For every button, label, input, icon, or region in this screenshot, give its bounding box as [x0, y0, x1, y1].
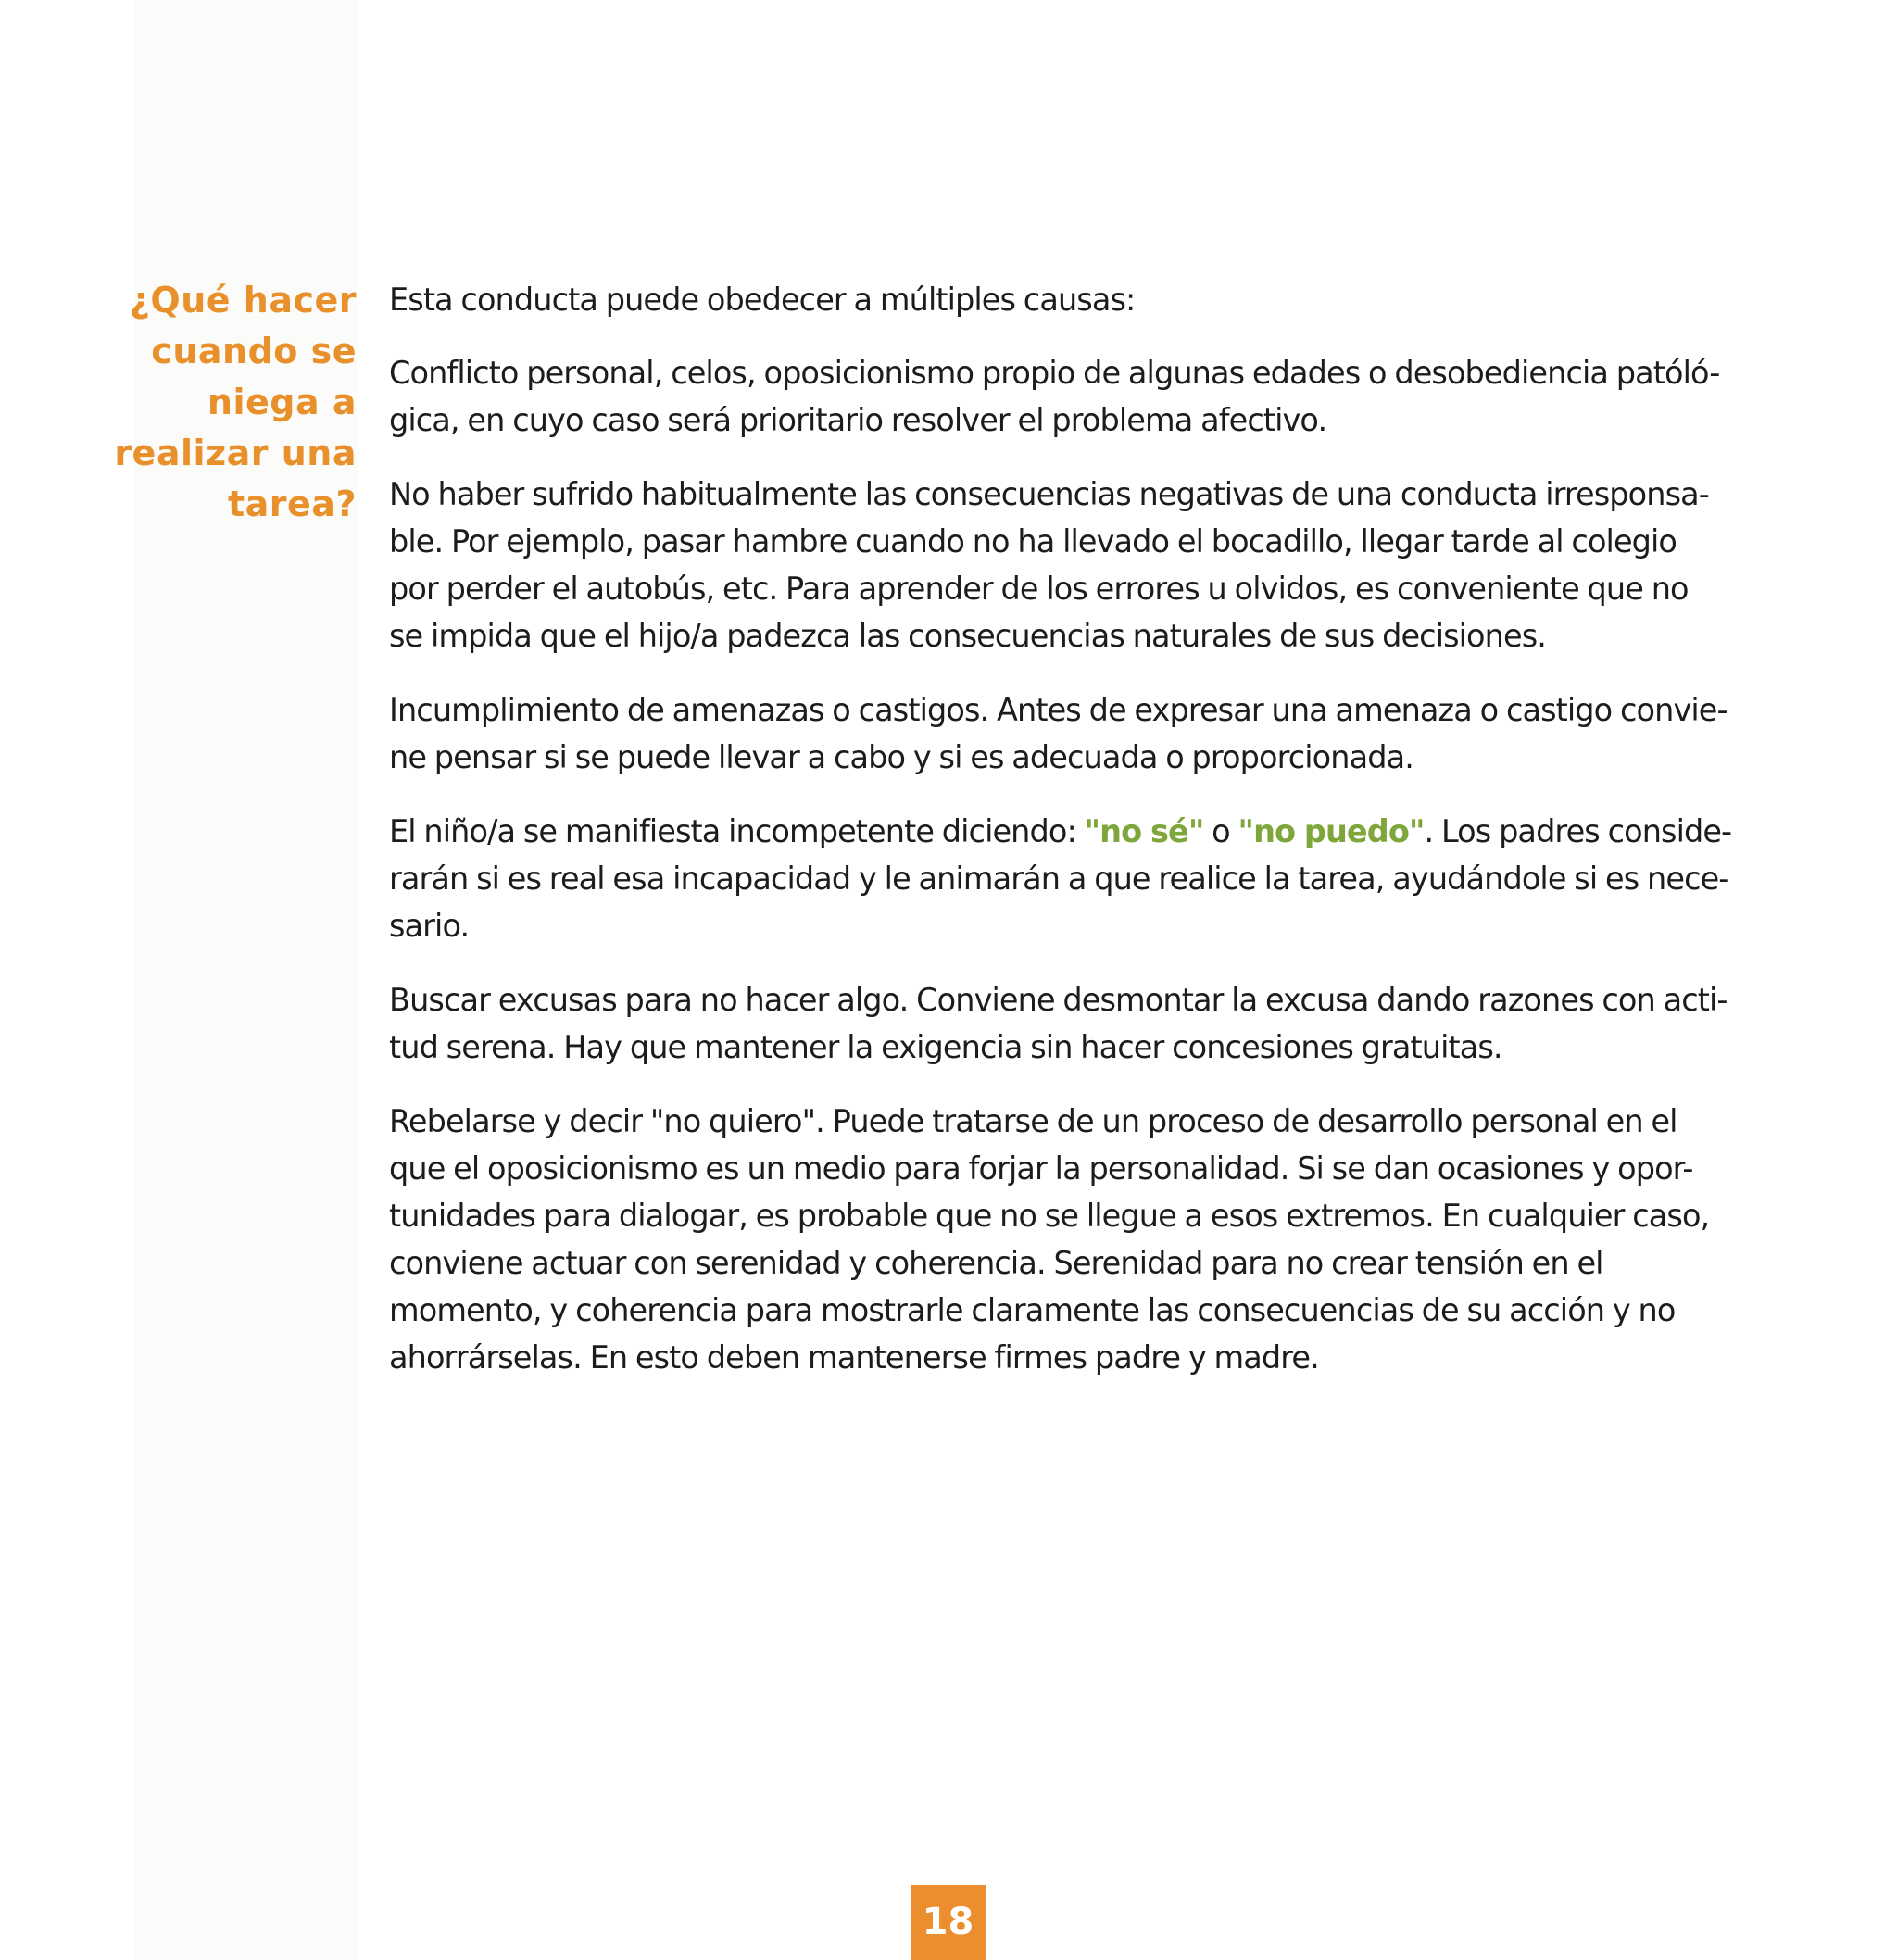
body-text [389, 276, 1737, 1408]
text-line: ble. Por ejemplo, pasar hambre cuando no ha llevado el bocadillo, llegar tarde al colegio [389, 523, 1677, 559]
text-line: Rebelarse y decir "no quiero". Puede tratarse de un proceso de desarrollo personal en el [389, 1103, 1677, 1139]
text-line: Buscar excusas para no hacer algo. Conviene desmontar la excusa dando razones con acti- [389, 982, 1727, 1018]
text-line: ahorrárselas. En esto deben mantenerse firmes padre y madre. [389, 1339, 1319, 1376]
heading-line: tarea? [227, 484, 357, 524]
text-line: gica, en cuyo caso será prioritario resolver el problema afectivo. [389, 402, 1327, 438]
text-line: Conflicto personal, celos, oposicionismo propio de algunas edades o desobediencia patóló- [389, 355, 1720, 391]
paragraph-consequences [389, 471, 1737, 660]
paragraph-incompetence [389, 808, 1737, 949]
text-line: se impida que el hijo/a padezca las consecuencias naturales de sus decisiones. [389, 618, 1547, 654]
paragraph-conflict [389, 349, 1737, 444]
text-line: por perder el autobús, etc. Para aprender de los errores u olvidos, es conveniente que no [389, 571, 1689, 607]
paragraph-rebellion [389, 1098, 1737, 1381]
text-line: momento, y coherencia para mostrarle claramente las consecuencias de su acción y no [389, 1292, 1676, 1328]
text-line: tud serena. Hay que mantener la exigencia sin hacer concesiones gratuitas. [389, 1029, 1502, 1065]
paragraph-threats [389, 686, 1737, 781]
text-line: rarán si es real esa incapacidad y le animarán a que realice la tarea, ayudándole si es nece- [389, 861, 1729, 897]
paragraph-excuses [389, 976, 1737, 1071]
highlight-no-se: "no sé" [1084, 813, 1204, 849]
section-heading [93, 275, 357, 530]
text-line: Incumplimiento de amenazas o castigos. Antes de expresar una amenaza o castigo convie- [389, 692, 1727, 728]
text-line: tunidades para dialogar, es probable que no se llegue a esos extremos. En cualquier caso, [389, 1198, 1710, 1234]
paragraph-intro [389, 276, 1737, 323]
text-line: sario. [389, 908, 470, 944]
text-line: que el oposicionismo es un medio para forjar la personalidad. Si se dan ocasiones y opor- [389, 1150, 1693, 1187]
heading-line: ¿Qué hacer [129, 280, 357, 320]
heading-line: realizar una [114, 433, 357, 473]
highlight-no-puedo: "no puedo" [1237, 813, 1425, 849]
heading-line: niega a [207, 382, 357, 422]
heading-line: cuando se [151, 331, 357, 371]
text-line: ne pensar si se puede llevar a cabo y si es adecuada o proporcionada. [389, 739, 1413, 775]
page-number-badge: 18 [911, 1885, 986, 1960]
text-segment: o [1203, 813, 1238, 849]
text-line: No haber sufrido habitualmente las consecuencias negativas de una conducta irresponsa- [389, 476, 1709, 512]
text-line: Esta conducta puede obedecer a múltiples causas: [389, 282, 1136, 318]
text-line [389, 808, 1737, 855]
text-line: conviene actuar con serenidad y coherencia. Serenidad para no crear tensión en el [389, 1245, 1603, 1281]
text-segment: . Los padres conside- [1424, 813, 1732, 849]
text-segment: El niño/a se manifiesta incompetente diciendo: [389, 813, 1085, 849]
